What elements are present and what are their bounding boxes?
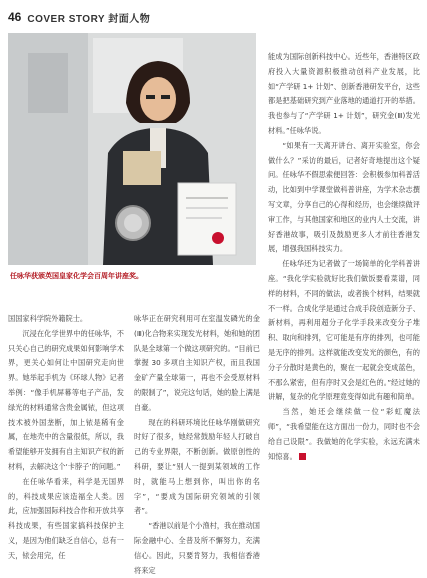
paragraph: “香港以前是个小渔村，我在推动国际金融中心、全普及所不懈努力，充满信心。因此，只要肯努力，我相信香港将来定 <box>134 521 260 575</box>
photo-illustration <box>8 33 256 265</box>
paragraph: 任咏华还为记者做了一场简单的化学科普讲座。“我化学实验就好比我们做饭要看菜谱，同样的材料，不同的做法，或者换个材料，结果就不一样。合成化学是通过合成手段创造新分子、新材料，再利用超分子化学手段来改变分子堆积、取向和排列，它可能是有序的排列，也可能是无序的排列。这样就能改变发光的颜色，有的分子分散时是黄色的，聚在一起就会变成蓝色，不那么紧密，但有序时又会是红色的。”经过她的讲解，复杂的化学原理竟变得如此有趣和简单。 <box>268 259 420 402</box>
section-title: COVER STORY 封面人物 <box>27 13 151 25</box>
paragraph: 咏华正在研究利用可在室温发磷光的金(Ⅲ)化合物来实现发光材料，她和她的团队是全球第一个做这项研究的。“目前已掌握 30 多项自主知识产权，而且我国金矿产量全球第一，再也不会受原材料的限制了”，说完这句话，她的脸上满是自豪。 <box>134 314 260 412</box>
page-header <box>8 6 150 28</box>
article-column-3 <box>268 50 420 464</box>
article-column-1 <box>8 312 124 564</box>
paragraph-text: 当然，她还会继续做一位“彩虹魔法师”，“我希望能在这方面出一份力，同时也不会给自己设限”。我做她的化学实验，永远充满未知惊喜。 <box>268 407 420 461</box>
end-mark-icon: Ⓖ <box>299 453 306 460</box>
paragraph: 沉浸在化学世界中的任咏华，不只关心自己的研究成果如何影响学术界，更关心如何让中国研究走向世界。她举起手机为《环球人物》记者举例：“像手机屏幕等电子产品，发绿光的材料通常含贵金属铱，但这项技术被外国垄断，加上铱是稀有金属，在地壳中的含量很低，所以，我希望能够开发拥有自主知识产权的新材料，去解决这个‘卡脖子’的问题。” <box>8 328 124 471</box>
paragraph: 在任咏华看来，科学是无国界的，科技成果应该造福全人类。因此，应加强国际科技合作和开放共享科技成果，有些国家搞科技保护主义，是因为他们缺乏自信心，总有一天，铱会用完，任 <box>8 476 124 560</box>
paragraph-last <box>268 405 420 464</box>
paragraph: 现在的科研环境比任咏华刚做研究时好了很多，她经常鼓励年轻人打破自己的专业界限，不断创新。做原创性的科研，要让“别人一提到某领域的工作时，就能马上想到你，叫出你的名字”，“要成为国际研究领域的引领者”。 <box>134 417 260 516</box>
paragraph: “如果有一天离开讲台、离开实验室，你会做什么？”采访的最后，记者好奇地提出这个疑问。任咏华不假思索便回答：会积极参加科普活动，比如到中学课堂做科普讲座，为学术杂志撰写文章，分享自己的心得和经历，也会继续做评审工作，与其他国家和地区的业内人士交流，讲好香港故事，吸引及鼓励更多人才前往香港发展，增强我国科技实力。 <box>268 140 420 254</box>
paragraph: 能成为国际创新科技中心。近些年，香港特区政府投入大量资源积极推动创科产业发展，比如“产学研 1+ 计划”、创新香港研发平台，这些都是把基础研究到产业落地的通道打开的举措。我也参与了“产学研 1+ 计划”，研究金(Ⅲ)发光材料。”任咏华说。 <box>268 52 420 135</box>
page-number: 46 <box>8 10 22 24</box>
photo-caption: 任咏华获颁英国皇家化学会百周年讲座奖。 <box>10 272 143 280</box>
article-photo <box>8 33 256 265</box>
paragraph: 国国家科学院外籍院士。 <box>8 314 88 323</box>
